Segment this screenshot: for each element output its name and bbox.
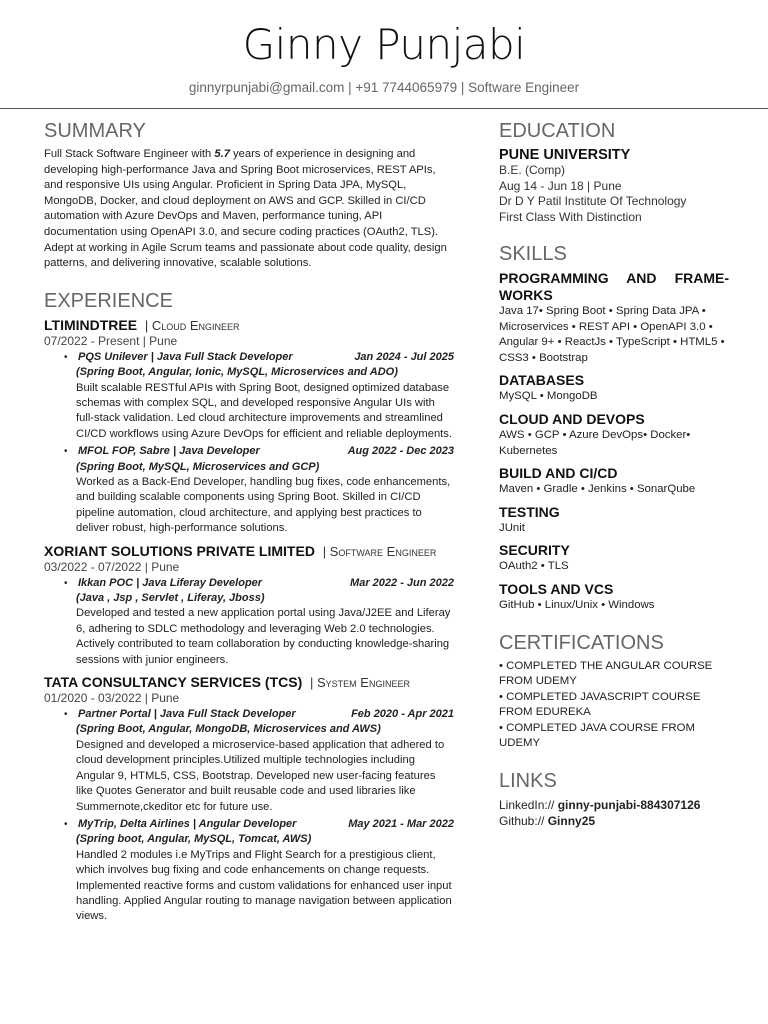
project-title: MFOL FOP, Sabre | Java Developer bbox=[78, 445, 260, 458]
bullet-icon: • bbox=[64, 818, 68, 830]
skill-group-title: TESTING bbox=[499, 503, 560, 520]
skill-group-title: PROGRAMMING AND FRAME-WORKS bbox=[499, 270, 729, 303]
project-desc: Built scalable RESTful APIs with Spring Boot, designed optimized database schemas with complex SQL, and developed responsive Angular UIs with full-stack validation. Led cloud architecture improvements and streamlined CI/CD workflows using Azure DevOps for efficient and reliable deployments. bbox=[76, 381, 452, 440]
experience-heading: EXPERIENCE bbox=[44, 289, 173, 312]
github-label: Github:// bbox=[499, 813, 548, 828]
project-period: Jan 2024 - Jul 2025 bbox=[354, 350, 454, 363]
institute: Dr D Y Patil Institute Of Technology bbox=[499, 194, 687, 208]
job-entry bbox=[44, 543, 454, 668]
education-grade: First Class With Distinction bbox=[499, 209, 642, 224]
job-entry bbox=[44, 674, 454, 925]
skill-group bbox=[499, 581, 729, 614]
job-entry bbox=[44, 317, 454, 537]
skill-group bbox=[499, 542, 729, 575]
summary-heading: SUMMARY bbox=[44, 120, 146, 142]
company-name bbox=[44, 674, 454, 690]
education-heading: EDUCATION bbox=[499, 120, 616, 142]
candidate-name: Ginny Punjabi bbox=[242, 20, 526, 69]
job-role: | Software Engineer bbox=[322, 543, 437, 559]
skill-group bbox=[499, 270, 729, 366]
skill-group-items: OAuth2 • TLS bbox=[499, 560, 569, 573]
degree: B.E. (Comp) bbox=[499, 163, 566, 177]
skill-group-title: BUILD AND CI/CD bbox=[499, 465, 618, 482]
certification-item: • COMPLETED JAVASCRIPT COURSE FROM EDUREKA bbox=[499, 690, 701, 719]
project-entry bbox=[64, 350, 454, 442]
company-label: XORIANT SOLUTIONS PRIVATE LIMITED bbox=[44, 542, 315, 559]
summary-pre: Full Stack Software Engineer with bbox=[44, 148, 215, 160]
skill-group-title: CLOUD AND DEVOPS bbox=[499, 410, 645, 427]
project-tech: (Spring boot, Angular, MySQL, Tomcat, AWS) bbox=[76, 833, 312, 846]
skill-group-items: AWS • GCP • Azure DevOps• Docker• Kubernetes bbox=[499, 428, 691, 457]
github-value[interactable]: Ginny25 bbox=[547, 813, 596, 828]
bullet-icon: • bbox=[64, 351, 68, 363]
certification-item: • COMPLETED THE ANGULAR COURSE FROM UDEMY bbox=[499, 659, 713, 688]
education-period: Aug 14 - Jun 18 | Pune bbox=[499, 178, 622, 193]
company-label: TATA CONSULTANCY SERVICES (TCS) bbox=[44, 674, 303, 691]
project-tech: (Spring Boot, Angular, MongoDB, Microservices and AWS) bbox=[76, 723, 381, 736]
project-desc: Handled 2 modules i.e MyTrips and Flight Search for a prestigious client, which involves bug fixing and code enhancements on change requests. Implemented reactive forms and custom validations for enhanced user input handling. Applied Angular routing to manage navigation between application views. bbox=[76, 848, 452, 923]
skill-group-items: JUnit bbox=[499, 521, 525, 534]
project-entry bbox=[64, 707, 454, 815]
company-label: LTIMINDTREE bbox=[44, 316, 138, 333]
header-divider bbox=[0, 108, 768, 109]
certifications-heading: CERTIFICATIONS bbox=[499, 631, 664, 654]
project-desc: Developed and tested a new application portal using Java/J2EE and Liferay 6, adhering to SDLC methodology and leveraging Web 2.0 technologies. Actively contributed to team collaboration by conducting knowledge-sharing sessions with junior engineers. bbox=[76, 607, 451, 666]
skill-group bbox=[499, 504, 729, 537]
project-period: Aug 2022 - Dec 2023 bbox=[347, 445, 454, 458]
linkedin-value[interactable]: ginny-punjabi-884307126 bbox=[557, 797, 701, 812]
project-period: May 2021 - Mar 2022 bbox=[348, 817, 454, 830]
linkedin-link[interactable] bbox=[499, 797, 729, 813]
right-column bbox=[499, 120, 729, 829]
company-name bbox=[44, 317, 454, 333]
skill-group-title: DATABASES bbox=[499, 372, 585, 389]
project-tech: (Spring Boot, Angular, Ionic, MySQL, Microservices and ADO) bbox=[76, 366, 398, 379]
certification-item: • COMPLETED JAVA COURSE FROM UDEMY bbox=[499, 721, 695, 750]
bullet-icon: • bbox=[64, 577, 68, 589]
skill-group-items: Maven • Gradle • Jenkins • SonarQube bbox=[499, 483, 696, 496]
skill-group-items: Java 17• Spring Boot • Spring Data JPA • Microservices • REST API • OpenAPI 3.0 • Angular 9+ • ReactJs • TypeScript • HTML5 • CSS3 • Bootstrap bbox=[499, 305, 725, 364]
job-dates: 03/2022 - 07/2022 | Pune bbox=[44, 559, 180, 574]
project-entry bbox=[64, 817, 454, 925]
skill-group-items: GitHub • Linux/Unix • Windows bbox=[499, 598, 655, 611]
skill-group-items: MySQL • MongoDB bbox=[499, 390, 598, 403]
skill-group-title: SECURITY bbox=[499, 542, 570, 559]
github-link[interactable] bbox=[499, 813, 729, 829]
bullet-icon: • bbox=[64, 446, 68, 458]
company-name bbox=[44, 543, 454, 559]
project-title: PQS Unilever | Java Full Stack Developer bbox=[78, 350, 293, 363]
job-dates: 01/2020 - 03/2022 | Pune bbox=[44, 691, 180, 706]
project-title: Ikkan POC | Java Liferay Developer bbox=[78, 576, 263, 589]
links-heading: LINKS bbox=[499, 769, 557, 792]
project-title: Partner Portal | Java Full Stack Developer bbox=[78, 708, 296, 721]
university-name: PUNE UNIVERSITY bbox=[499, 147, 631, 163]
summary-years: 5.7 bbox=[214, 148, 230, 160]
summary-post: years of experience in designing and developing high-performance Java and Spring Boot microservices, REST APIs, and responsive UIs using Angular. Proficient in Spring Data JPA, MySQL, MongoDB, Docker, and cloud deployment on AWS and GCP. Skilled in CI/CD automation with Azure DevOps and Maven, performance tuning, API documentation using OpenAPI 3.0, and secure coding practices (OAuth2, TLS). Adept at working in Agile Scrum teams and passionate about code quality, design patterns, and delivering innovative, scalable solutions. bbox=[44, 148, 447, 270]
project-period: Mar 2022 - Jun 2022 bbox=[350, 576, 454, 589]
job-dates: 07/2022 - Present | Pune bbox=[44, 333, 178, 348]
linkedin-label: LinkedIn:// bbox=[499, 797, 558, 812]
skills-heading: SKILLS bbox=[499, 243, 567, 265]
project-tech: (Spring Boot, MySQL, Microservices and GCP) bbox=[76, 460, 320, 473]
bullet-icon: • bbox=[64, 709, 68, 721]
project-tech: (Java , Jsp , Servlet , Liferay, Jboss) bbox=[76, 592, 265, 605]
summary-text bbox=[44, 147, 454, 272]
project-desc: Designed and developed a microservice-based application that adhered to cloud development principles.Utilized multiple technologies including Angular 9, HTML5, CSS, Bootstrap. Developed new user-facing features like Quotes Generator and built reusable code and used libraries like Summernote,ckeditor etc for future use. bbox=[76, 738, 445, 813]
job-role: | Cloud Engineer bbox=[144, 317, 240, 333]
skill-group bbox=[499, 411, 729, 459]
project-title: MyTrip, Delta Airlines | Angular Developer bbox=[78, 817, 297, 830]
project-entry bbox=[64, 576, 454, 668]
skill-group bbox=[499, 465, 729, 498]
job-role: | System Engineer bbox=[310, 675, 410, 691]
left-column bbox=[44, 120, 454, 925]
project-desc: Worked as a Back-End Developer, handling bug fixes, code enhancements, and building scalable components using Spring Boot. Skilled in CI/CD pipeline automation, cloud architecture, and applying best practices to deliver robust, high-performance solutions. bbox=[76, 476, 451, 535]
skill-group bbox=[499, 372, 729, 405]
skill-group-title: TOOLS AND VCS bbox=[499, 580, 614, 597]
project-period: Feb 2020 - Apr 2021 bbox=[351, 708, 454, 721]
contact-line: ginnyrpunjabi@gmail.com | +91 7744065979 | Software Engineer bbox=[188, 80, 580, 95]
project-entry bbox=[64, 444, 454, 536]
